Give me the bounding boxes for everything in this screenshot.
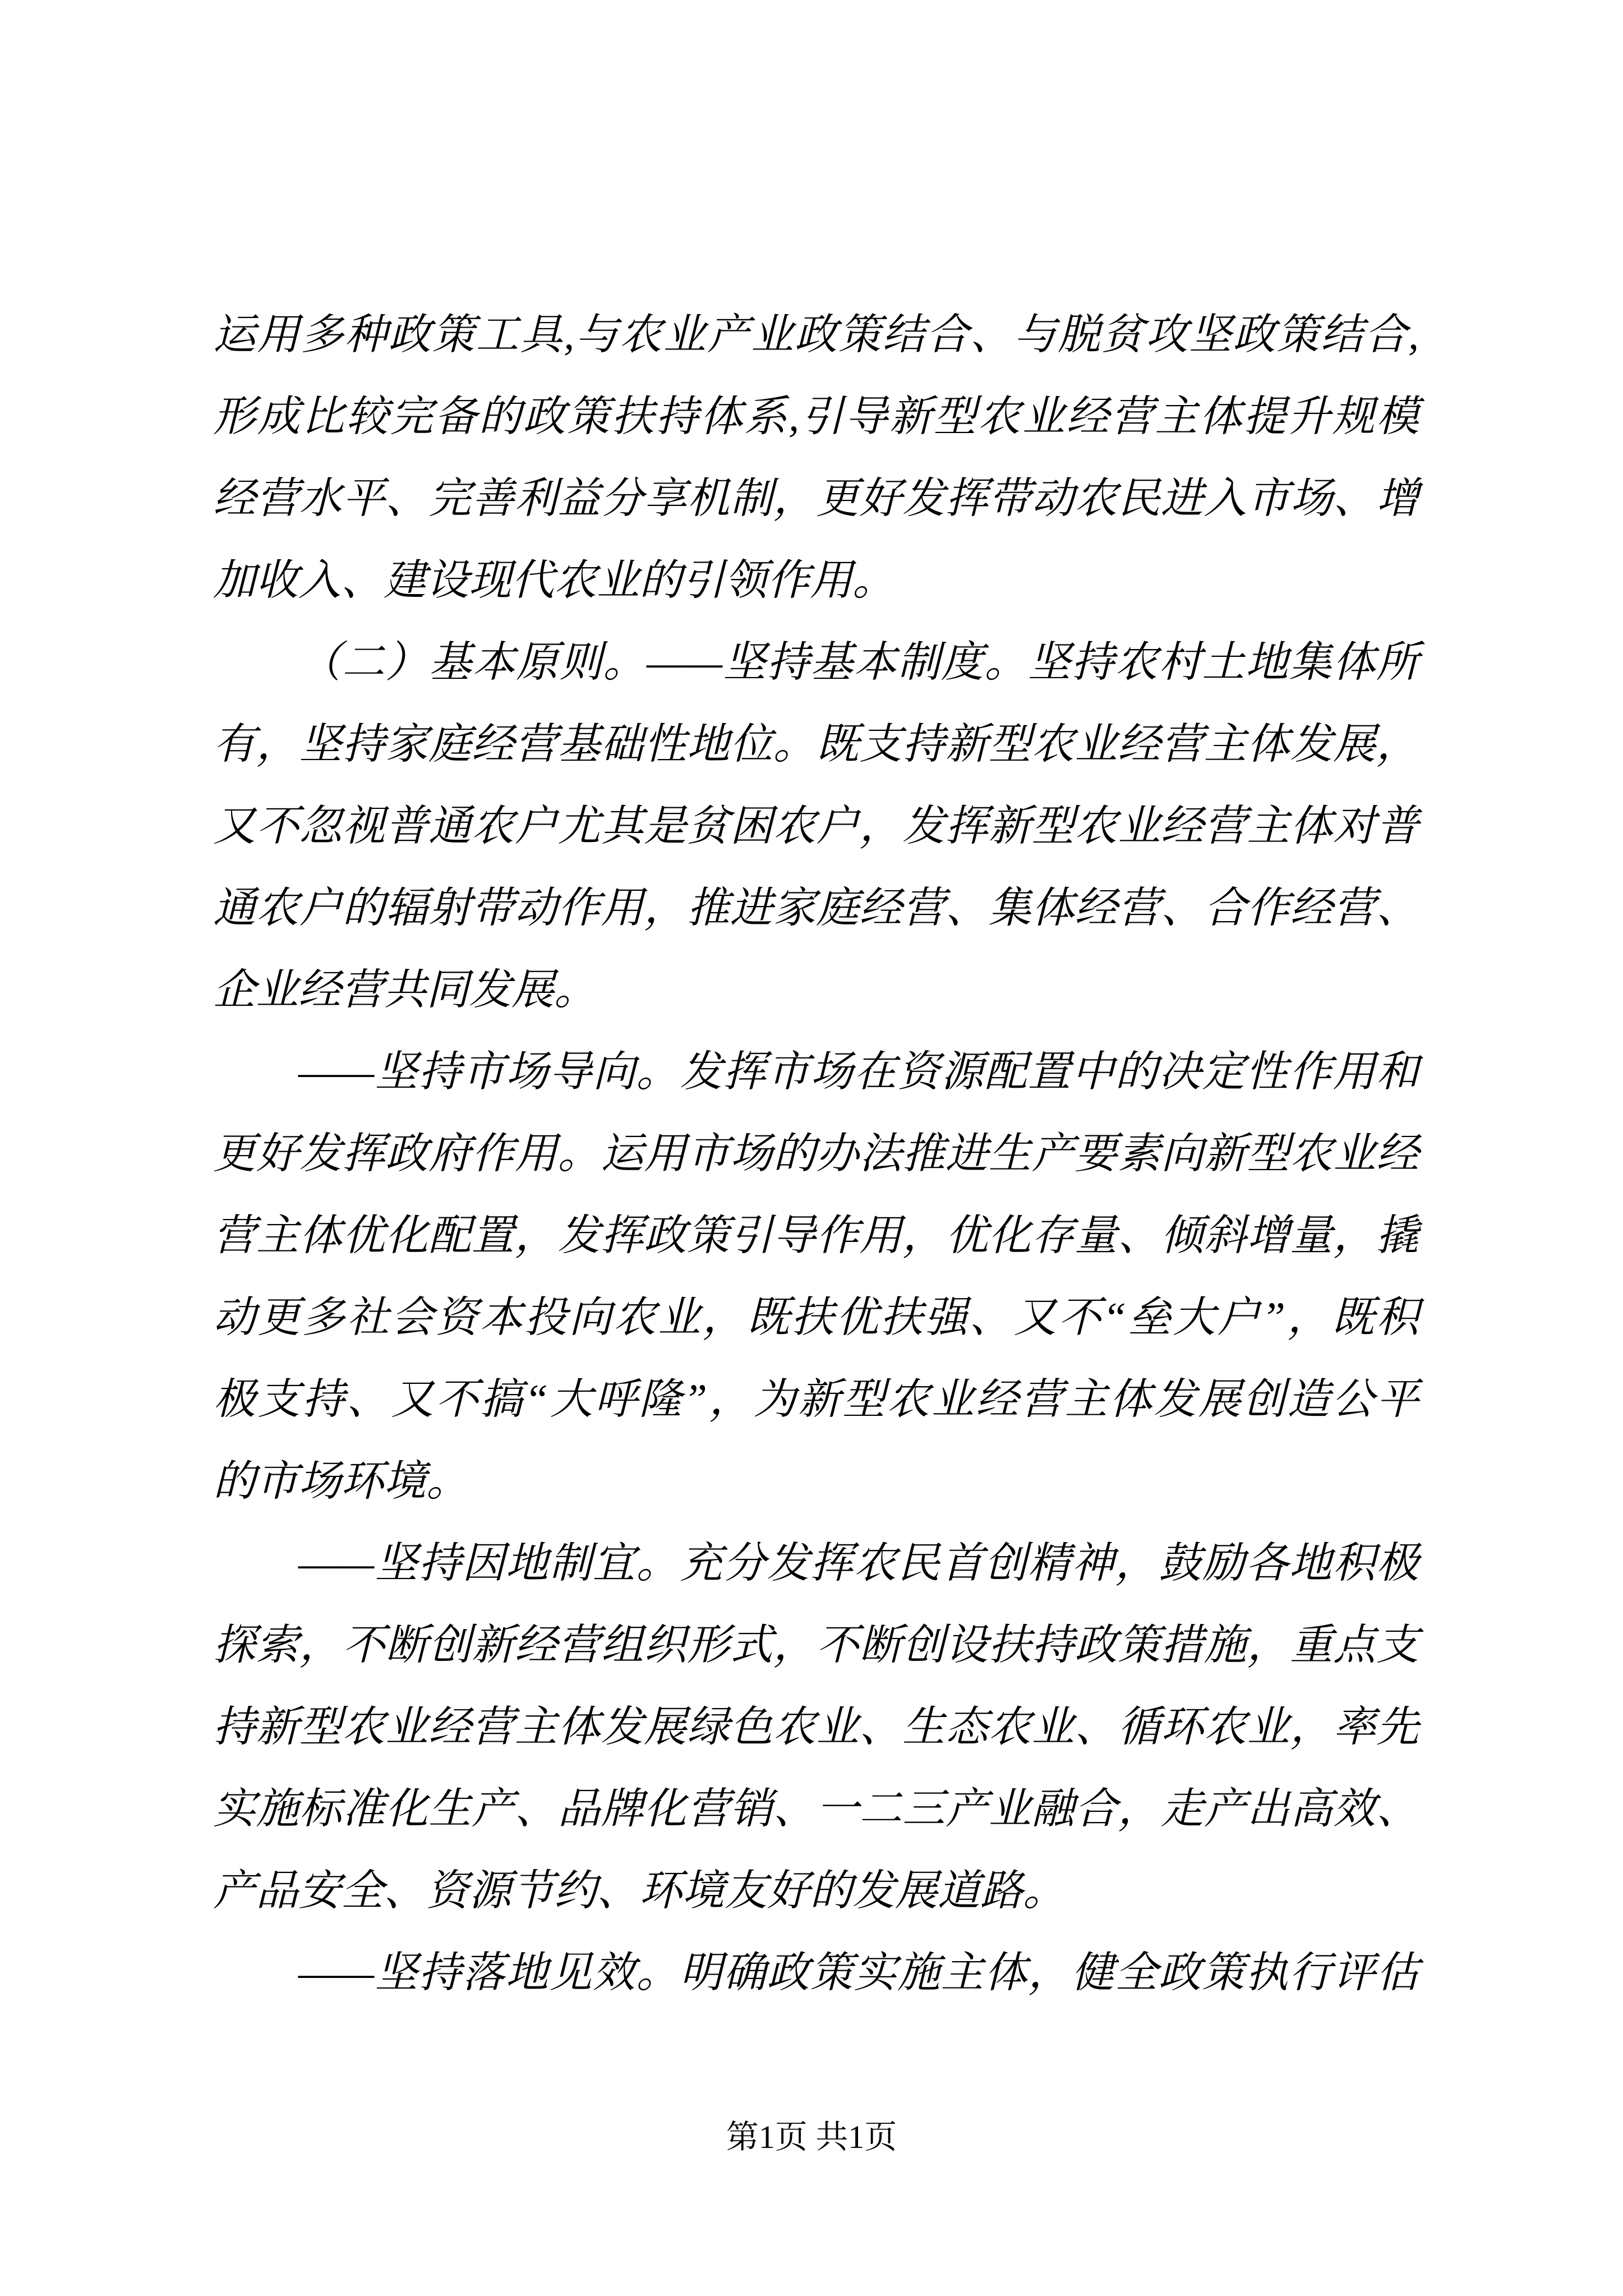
text-line: ——坚持因地制宜。充分发挥农民首创精神，鼓励各地积极: [298, 1540, 1419, 1587]
page-number-footer: 第1页 共1页: [726, 2119, 897, 2155]
text-line: 通农户的辐射带动作用，推进家庭经营、集体经营、合作经营、: [213, 885, 1419, 932]
text-line: 产品安全、资源节约、环境友好的发展道路。: [213, 1867, 1066, 1915]
text-line: 形成比较完备的政策扶持体系,引导新型农业经营主体提升规模: [213, 393, 1419, 440]
text-line: ——坚持市场导向。发挥市场在资源配置中的决定性作用和: [298, 1048, 1419, 1096]
text-line: （二）基本原则。——坚持基本制度。坚持农村土地集体所: [298, 639, 1419, 686]
text-line: 探索，不断创新经营组织形式，不断创设扶持政策措施，重点支: [213, 1622, 1419, 1669]
text-line: 持新型农业经营主体发展绿色农业、生态农业、循环农业，率先: [213, 1704, 1419, 1751]
text-line: 更好发挥政府作用。运用市场的办法推进生产要素向新型农业经: [213, 1130, 1419, 1177]
text-line: 的市场环境。: [213, 1458, 469, 1505]
text-line: 极支持、又不搞“大呼隆”，为新型农业经营主体发展创造公平: [213, 1376, 1419, 1423]
text-line: 有，坚持家庭经营基础性地位。既支持新型农业经营主体发展，: [213, 721, 1419, 768]
text-line: 动更多社会资本投向农业，既扶优扶强、又不“垒大户”，既积: [213, 1294, 1419, 1341]
text-line: 企业经营共同发展。: [213, 967, 597, 1014]
text-line: 加收入、建设现代农业的引领作用。: [213, 557, 895, 604]
text-line: ——坚持落地见效。明确政策实施主体，健全政策执行评估: [298, 1949, 1419, 1996]
text-line: 又不忽视普通农户尤其是贫困农户，发挥新型农业经营主体对普: [213, 803, 1419, 850]
text-line: 运用多种政策工具,与农业产业政策结合、与脱贫攻坚政策结合,: [213, 311, 1419, 358]
text-line: 营主体优化配置，发挥政策引导作用，优化存量、倾斜增量，撬: [213, 1212, 1419, 1259]
document-body: [213, 294, 1419, 2014]
text-line: 实施标准化生产、品牌化营销、一二三产业融合，走产出高效、: [213, 1786, 1419, 1833]
text-line: 经营水平、完善利益分享机制，更好发挥带动农民进入市场、增: [213, 475, 1419, 522]
